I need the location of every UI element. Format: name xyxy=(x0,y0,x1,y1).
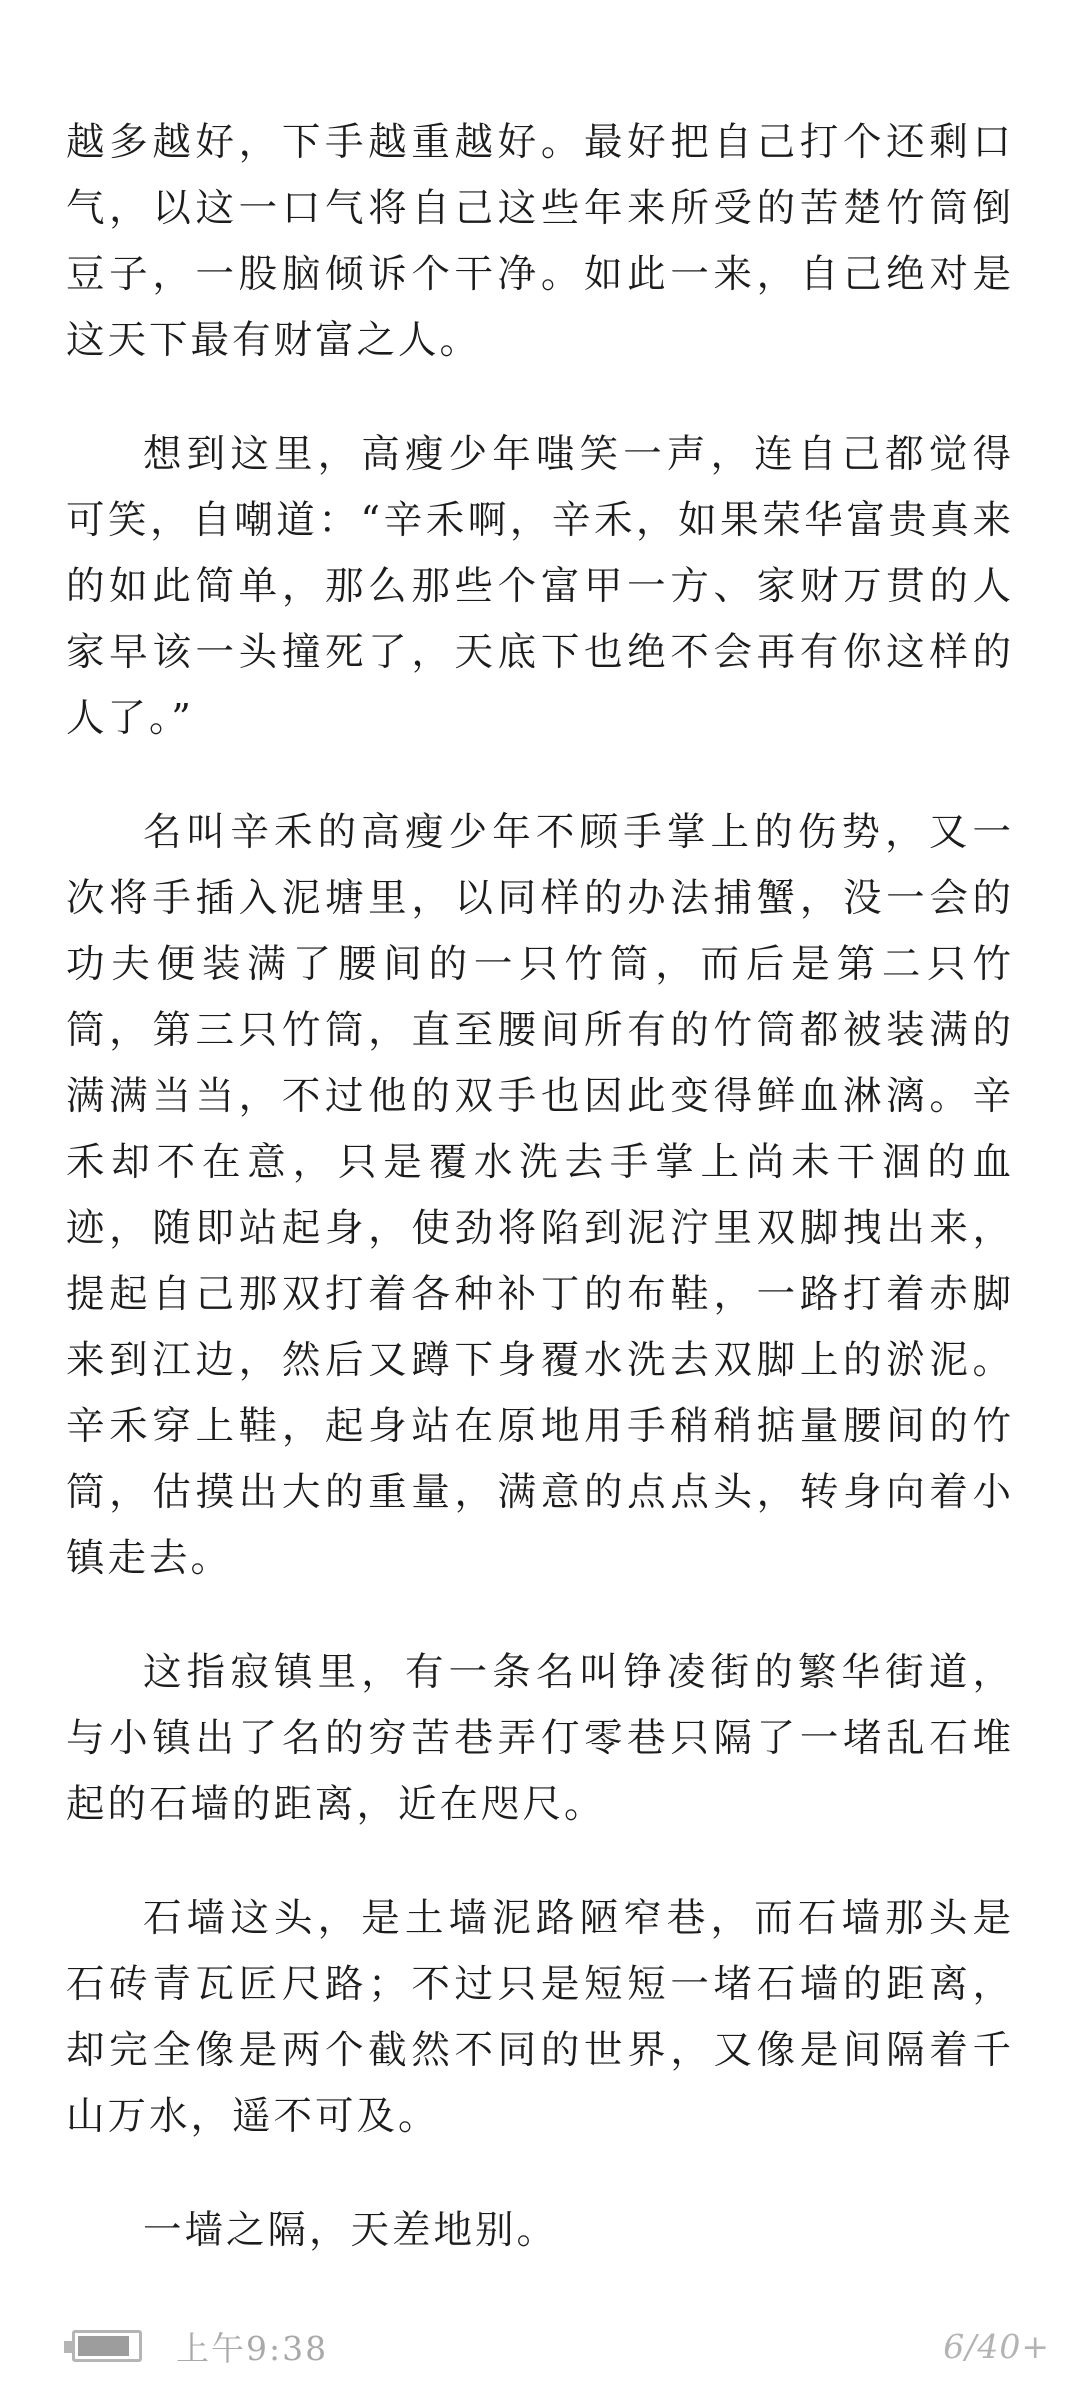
battery-tip xyxy=(64,2341,72,2353)
paragraph-5: 石墙这头，是土墙泥路陋窄巷，而石墙那头是石砖青瓦匠尺路；不过只是短短一堵石墙的距离，却完全像是两个截然不同的世界，又像是间隔着千山万水，遥不可及。 xyxy=(66,1896,1014,2139)
paragraph-1: 越多越好，下手越重越好。最好把自己打个还剩口气，以这一口气将自己这些年来所受的苦楚竹筒倒豆子，一股脑倾诉个干净。如此一来，自己绝对是这天下最有财富之人。 xyxy=(66,120,1014,363)
battery-fill xyxy=(78,2336,129,2356)
paragraph-2: 想到这里，高瘦少年嗤笑一声，连自己都觉得可笑，自嘲道：“辛禾啊，辛禾，如果荣华富贵真来的如此简单，那么那些个富甲一方、家财万贯的人家早该一头撞死了，天底下也绝不会再有你这样的人了。” xyxy=(66,432,1014,741)
reader-status-bar xyxy=(0,2292,1080,2400)
paragraph-6: 一墙之隔，天差地别。 xyxy=(143,2208,559,2253)
battery-icon xyxy=(72,2330,142,2362)
status-left-group xyxy=(64,2323,328,2370)
page-indicator[interactable]: 6/40+ xyxy=(943,2326,1050,2366)
clock-time: 上午9:38 xyxy=(176,2328,329,2368)
paragraph-4: 这指寂镇里，有一条名叫铮凌街的繁华街道，与小镇出了名的穷苦巷弄仃零巷只隔了一堵乱石堆起的石墙的距离，近在咫尺。 xyxy=(66,1650,1014,1827)
paragraph-3: 名叫辛禾的高瘦少年不顾手掌上的伤势，又一次将手插入泥塘里，以同样的办法捕蟹，没一会的功夫便装满了腰间的一只竹筒，而后是第二只竹筒，第三只竹筒，直至腰间所有的竹筒都被装满的满满当当，不过他的双手也因此变得鲜血淋漓。辛禾却不在意，只是覆水洗去手掌上尚未干涸的血迹，随即站起身，使劲将陷到泥泞里双脚拽出来，提起自己那双打着各种补丁的布鞋，一路打着赤脚来到江边，然后又蹲下身覆水洗去双脚上的淤泥。辛禾穿上鞋，起身站在原地用手稍稍掂量腰间的竹筒，估摸出大的重量，满意的点点头，转身向着小镇走去。 xyxy=(66,810,1014,1581)
